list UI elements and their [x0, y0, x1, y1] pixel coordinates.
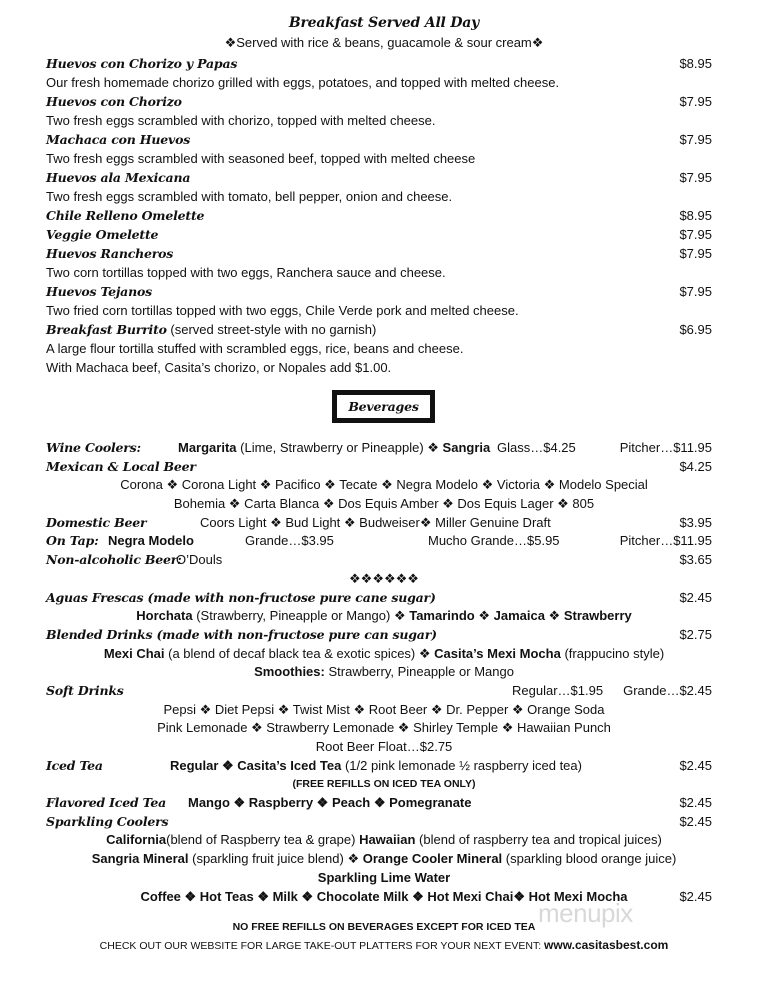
breakfast-heading: Breakfast Served All Day: [288, 15, 480, 31]
beverage-price: $2.45: [679, 589, 712, 605]
beverage-items: [0, 607, 768, 626]
menu-item-description: Two corn tortillas topped with two eggs, Ranchera sauce and cheese.: [46, 265, 446, 280]
menu-item-description: With Machaca beef, Casita’s chorizo, or Nopales add $1.00.: [46, 360, 392, 375]
website-cta: CHECK OUT OUR WEBSITE FOR LARGE TAKE-OUT PLATTERS FOR YOUR NEXT EVENT:: [99, 940, 545, 952]
beverage-items: [0, 495, 768, 514]
menu-item-price: $7.95: [679, 132, 712, 147]
beverage-item-text: Strawberry, Pineapple or Mango: [324, 664, 514, 680]
beverage-item-text: Sparkling Lime Water: [317, 869, 451, 885]
beverage-items: [0, 701, 768, 720]
beverage-size-price: Pitcher…$11.95: [619, 533, 712, 549]
beverage-item-text: Mango ❖ Raspberry ❖ Peach ❖ Pomegranate: [188, 795, 472, 811]
beverage-item-text: Hawaiian: [359, 832, 416, 848]
beverage-size-price: Pitcher…$11.95: [619, 440, 712, 455]
beverage-item-text: Pepsi ❖ Diet Pepsi ❖ Twist Mist ❖ Root Beer ❖ Dr. Pepper ❖ Orange Soda: [163, 701, 605, 717]
menu-item-row: [46, 130, 712, 149]
beverage-item-text: (blend of Raspberry tea & grape): [166, 832, 360, 848]
beverage-category: Mexican & Local Beer: [46, 458, 196, 474]
beverage-size-price: Glass…$4.25: [497, 440, 576, 455]
beverage-price: $2.45: [679, 813, 712, 829]
beverage-items: [0, 775, 768, 794]
beverage-size-price: Grande…$2.45: [623, 682, 712, 698]
menu-item-row: [46, 92, 712, 111]
menu-item-name: Veggie Omelette: [46, 227, 159, 242]
beverage-price: $3.65: [679, 552, 712, 568]
breakfast-subtitle: [0, 35, 768, 51]
beverage-item-text: (FREE REFILLS ON ICED TEA ONLY): [292, 778, 476, 791]
beverage-row: [0, 775, 768, 794]
beverage-item-text: Regular ❖ Casita’s Iced Tea: [170, 757, 342, 773]
beverage-item-text: Margarita: [178, 440, 237, 455]
beverage-row: [0, 607, 768, 626]
beverage-row: [0, 645, 768, 664]
menu-item-price: $8.95: [679, 208, 712, 223]
beverage-items: [188, 794, 472, 813]
beverage-items: [108, 532, 194, 551]
beverage-item-text: Smoothies:: [254, 664, 325, 680]
beverage-items: [0, 831, 768, 850]
beverage-item-text: Negra Modelo: [108, 533, 194, 549]
beverage-size-price: Mucho Grande…$5.95: [428, 533, 560, 549]
menu-item-price: $8.95: [679, 56, 712, 71]
beverage-items: [0, 570, 768, 589]
beverage-item-text: (Strawberry, Pineapple or Mango) ❖: [192, 608, 410, 624]
beverage-item-text: (1/2 pink lemonade ½ raspberry iced tea): [341, 757, 582, 773]
beverage-items: [0, 719, 768, 738]
beverage-item-text: Sangria: [442, 440, 491, 455]
beverage-item-text: Pink Lemonade ❖ Strawberry Lemonade ❖ Shirley Temple ❖ Hawaiian Punch: [157, 720, 611, 736]
beverage-row: [0, 757, 768, 776]
beverage-category: Aguas Frescas (made with non-fructose pure cane sugar): [46, 589, 436, 605]
beverage-category: Wine Coolers:: [46, 440, 141, 455]
menu-item-row: [46, 244, 712, 263]
menu-item-name: Machaca con Huevos: [46, 132, 191, 147]
menu-item-name: Huevos con Chorizo y Papas: [46, 56, 238, 71]
beverage-item-text: (sparkling blood orange juice): [502, 851, 677, 867]
beverage-size-price: Grande…$3.95: [245, 533, 334, 549]
beverage-row: [0, 701, 768, 720]
beverage-row: [0, 850, 768, 869]
beverage-items: [0, 869, 768, 888]
beverage-size-price: Regular…$1.95: [512, 682, 604, 698]
beverage-price: $4.25: [679, 458, 712, 474]
beverage-item-text: (blend of raspberry tea and tropical juices): [415, 832, 662, 848]
beverage-item-text: Bohemia ❖ Carta Blanca ❖ Dos Equis Amber ❖ Dos Equis Lager ❖ 805: [173, 496, 595, 512]
menu-item-description: Two fried corn tortillas topped with two eggs, Chile Verde pork and melted cheese.: [46, 303, 519, 318]
beverage-price: $2.45: [679, 757, 712, 773]
menu-item-price: $7.95: [679, 94, 712, 109]
beverage-item-text: Tamarindo: [409, 608, 475, 624]
breakfast-menu: [46, 54, 712, 377]
beverage-items: [200, 514, 551, 533]
beverages-heading: Beverages: [348, 399, 419, 414]
beverage-price: $3.95: [679, 514, 712, 530]
refill-note: NO FREE REFILLS ON BEVERAGES EXCEPT FOR ICED TEA: [232, 921, 536, 933]
menu-item-row: [46, 320, 712, 339]
beverage-item-text: ❖: [474, 608, 494, 624]
beverage-row: [0, 738, 768, 757]
beverage-price: $2.45: [679, 795, 712, 811]
beverage-item-text: Orange Cooler Mineral: [362, 851, 503, 867]
menu-item-price: $7.95: [679, 284, 712, 299]
beverage-item-text: Mexi Chai: [103, 645, 165, 661]
beverage-item-text: Horchata: [136, 608, 193, 624]
beverage-item-text: (frappucino style): [560, 645, 665, 661]
beverage-row: [0, 626, 768, 645]
beverage-item-text: ❖: [544, 608, 564, 624]
beverage-items: [170, 757, 582, 776]
beverage-row: [0, 794, 768, 813]
beverage-item-text: (a blend of decaf black tea & exotic spices) ❖: [164, 645, 435, 661]
beverages-menu: [0, 439, 768, 906]
menu-item-row: [46, 282, 712, 301]
menu-item-description: Two fresh eggs scrambled with chorizo, topped with melted cheese.: [46, 113, 436, 128]
menu-item-description: Our fresh homemade chorizo grilled with eggs, potatoes, and topped with melted cheese.: [46, 75, 560, 90]
menu-item-row: [46, 168, 712, 187]
beverage-item-text: O’Douls: [176, 552, 223, 568]
beverage-row: [0, 532, 768, 551]
beverage-category: Iced Tea: [46, 757, 103, 773]
beverage-item-text: Root Beer Float…$2.75: [315, 739, 453, 754]
ornament-icon: ❖: [224, 35, 237, 50]
beverage-row: [0, 514, 768, 533]
beverage-row: [0, 458, 768, 477]
beverage-row: [0, 888, 768, 907]
beverage-row: [0, 551, 768, 570]
beverage-row: [0, 663, 768, 682]
menu-item-name: Chile Relleno Omelette: [46, 208, 205, 223]
beverage-price: $2.75: [679, 626, 712, 642]
beverage-row: [0, 831, 768, 850]
menu-item-name: Huevos con Chorizo: [46, 94, 182, 109]
beverage-row: [0, 570, 768, 589]
beverage-item-text: Coors Light ❖ Bud Light ❖ Budweiser❖ Miller Genuine Draft: [200, 514, 551, 530]
menu-item-name: Breakfast Burrito: [46, 322, 167, 337]
menu-item-name: Huevos ala Mexicana: [46, 170, 191, 185]
beverage-items: [0, 645, 768, 664]
beverage-category: Blended Drinks (made with non-fructose pure can sugar): [46, 626, 437, 642]
menu-item-row: [46, 225, 712, 244]
beverage-items: [178, 439, 490, 458]
beverage-items: [176, 551, 222, 570]
beverage-item-text: Casita’s Mexi Mocha: [434, 645, 561, 661]
beverage-item-text: Coffee ❖ Hot Teas ❖ Milk ❖ Chocolate Milk ❖ Hot Mexi Chai❖ Hot Mexi Mocha: [140, 888, 628, 904]
beverage-category: Soft Drinks: [46, 682, 124, 698]
beverages-heading-box: [332, 390, 435, 423]
beverage-item-text: Jamaica: [493, 608, 545, 624]
menu-item-row: [46, 54, 712, 73]
beverage-item-text: ❖❖❖❖❖❖: [349, 570, 419, 586]
menu-item-price: $6.95: [679, 322, 712, 337]
beverage-item-text: (sparkling fruit juice blend) ❖: [188, 851, 363, 867]
beverage-category: Flavored Iced Tea: [46, 795, 166, 811]
beverage-items: [0, 738, 768, 757]
beverage-row: [0, 439, 768, 458]
menu-item-price: $7.95: [679, 246, 712, 261]
beverage-items: [0, 888, 768, 907]
menu-item-price: $7.95: [679, 170, 712, 185]
footer: [0, 918, 768, 954]
beverage-item-text: Strawberry: [563, 608, 632, 624]
ornament-icon: ❖: [531, 35, 544, 50]
website-link[interactable]: www.casitasbest.com: [544, 938, 669, 952]
beverage-row: [0, 869, 768, 888]
menu-item-price: $7.95: [679, 227, 712, 242]
watermark: menupix: [538, 898, 633, 928]
beverage-category: Sparkling Coolers: [46, 813, 169, 829]
beverage-category: On Tap:: [46, 533, 99, 549]
menu-item-description: Two fresh eggs scrambled with seasoned beef, topped with melted cheese: [46, 151, 476, 166]
beverage-row: [0, 682, 768, 701]
beverage-row: [0, 495, 768, 514]
beverage-items: [0, 850, 768, 869]
beverage-row: [0, 719, 768, 738]
beverage-item-text: Sangria Mineral: [91, 851, 189, 867]
beverage-row: [0, 813, 768, 832]
menu-item-description: A large flour tortilla stuffed with scrambled eggs, rice, beans and cheese.: [46, 341, 464, 356]
menu-item-row: [46, 206, 712, 225]
beverage-row: [0, 476, 768, 495]
subtitle-text: Served with rice & beans, guacamole & sour cream: [236, 35, 532, 50]
beverage-item-text: Corona ❖ Corona Light ❖ Pacifico ❖ Tecate ❖ Negra Modelo ❖ Victoria ❖ Modelo Special: [120, 477, 648, 493]
beverage-item-text: (Lime, Strawberry or Pineapple) ❖: [236, 440, 443, 455]
beverage-category: Non-alcoholic Beer:: [46, 552, 182, 568]
beverage-items: [0, 663, 768, 682]
beverage-row: [0, 589, 768, 608]
beverage-item-text: California: [106, 832, 167, 848]
menu-item-description: Two fresh eggs scrambled with tomato, bell pepper, onion and cheese.: [46, 189, 453, 204]
menu-item-name: Huevos Tejanos: [46, 284, 152, 299]
beverage-category: Domestic Beer: [46, 514, 147, 530]
beverage-items: [0, 476, 768, 495]
menu-item-name: Huevos Rancheros: [46, 246, 174, 261]
beverage-price: $2.45: [679, 888, 712, 904]
menu-item-note: (served street-style with no garnish): [170, 322, 377, 337]
